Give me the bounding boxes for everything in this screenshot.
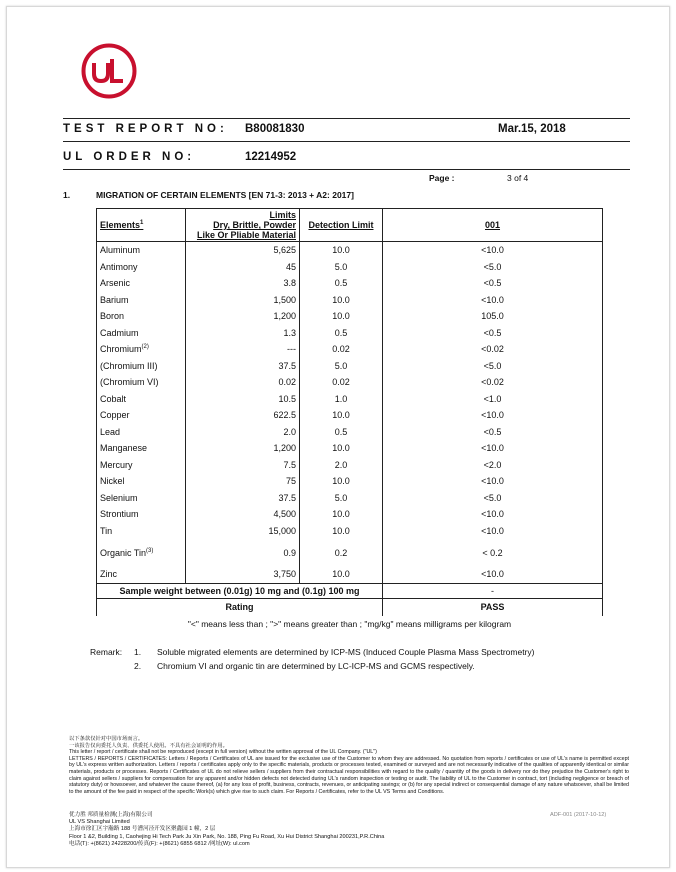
col-detection-limit: Detection Limit xyxy=(300,209,383,242)
element-name: (Chromium VI) xyxy=(97,374,186,391)
element-result-001: <1.0 xyxy=(383,391,603,408)
element-limit: 10.5 xyxy=(186,391,300,408)
element-detection-limit: 0.02 xyxy=(300,341,383,358)
remark-label: Remark: xyxy=(90,647,123,657)
element-limit: 3,750 xyxy=(186,566,300,583)
element-detection-limit: 10.0 xyxy=(300,473,383,490)
element-detection-limit: 0.2 xyxy=(300,539,383,566)
element-name: Chromium$^{(2)}$ xyxy=(97,341,186,358)
element-limit: 37.5 xyxy=(186,358,300,375)
table-row xyxy=(97,242,603,259)
element-name: Organic Tin$^{(3)}$ xyxy=(97,539,186,566)
footer-reproduction-notice: This letter / report / certificate shall not be reproduced (except in full version) without the written approval of the UL Company. ("UL") xyxy=(69,749,377,756)
mid-rule xyxy=(63,141,630,142)
element-detection-limit: 10.0 xyxy=(300,506,383,523)
element-result-001: <0.5 xyxy=(383,275,603,292)
ul-order-label: UL ORDER NO: xyxy=(63,151,196,163)
rating-label: Rating xyxy=(97,598,383,616)
element-result-001: <0.5 xyxy=(383,424,603,441)
element-name: (Chromium III) xyxy=(97,358,186,375)
sample-weight-row xyxy=(97,583,603,598)
element-result-001: <0.02 xyxy=(383,374,603,391)
footer-cn-line-2: 一该报告仅向委托人负责、供委托人使用。不具有社会证明的作用。 xyxy=(69,742,228,749)
element-limit: 7.5 xyxy=(186,457,300,474)
element-result-001: <10.0 xyxy=(383,292,603,309)
sample-weight-value: - xyxy=(383,583,603,598)
bottom-rule xyxy=(63,169,630,170)
report-page xyxy=(6,6,670,868)
col-sample-001: 001 xyxy=(383,209,603,242)
element-result-001: <2.0 xyxy=(383,457,603,474)
element-detection-limit: 10.0 xyxy=(300,242,383,259)
element-limit: 0.02 xyxy=(186,374,300,391)
table-row xyxy=(97,539,603,566)
table-row xyxy=(97,358,603,375)
element-limit: 0.9 xyxy=(186,539,300,566)
element-limit: 622.5 xyxy=(186,407,300,424)
element-name: Cobalt xyxy=(97,391,186,408)
table-row xyxy=(97,490,603,507)
element-limit: 37.5 xyxy=(186,490,300,507)
remark-1-text: Soluble migrated elements are determined by ICP-MS (Induced Couple Plasma Mass Spectrometry) xyxy=(157,647,535,657)
table-row xyxy=(97,391,603,408)
element-limit: 1,200 xyxy=(186,308,300,325)
element-name: Strontium xyxy=(97,506,186,523)
footer-disclaimer xyxy=(69,736,629,795)
element-result-001: < 0.2 xyxy=(383,539,603,566)
table-row xyxy=(97,407,603,424)
test-report-number: B80081830 xyxy=(245,123,305,135)
element-limit: 45 xyxy=(186,259,300,276)
element-name: Aluminum xyxy=(97,242,186,259)
table-row xyxy=(97,292,603,309)
element-detection-limit: 10.0 xyxy=(300,407,383,424)
element-detection-limit: 1.0 xyxy=(300,391,383,408)
element-name: Copper xyxy=(97,407,186,424)
element-result-001: <10.0 xyxy=(383,407,603,424)
ul-order-number: 12214952 xyxy=(245,151,297,163)
section-title: MIGRATION OF CERTAIN ELEMENTS [EN 71-3: 2013 + A2: 2017] xyxy=(96,190,354,200)
element-name: Barium xyxy=(97,292,186,309)
element-result-001: <10.0 xyxy=(383,473,603,490)
element-limit: 1,200 xyxy=(186,440,300,457)
element-detection-limit: 0.02 xyxy=(300,374,383,391)
section-number: 1. xyxy=(63,190,71,200)
rating-value: PASS xyxy=(383,598,603,616)
element-limit: 75 xyxy=(186,473,300,490)
table-row xyxy=(97,424,603,441)
element-limit: 1.3 xyxy=(186,325,300,342)
element-detection-limit: 5.0 xyxy=(300,259,383,276)
top-rule xyxy=(63,118,630,119)
address-en: Floor 1 &2, Building 1, Caohejing Hi Tech Park Ju Xin Park, No. 188, Ping Fu Road, Xu Hui District Shanghai 200231,P.R.China xyxy=(69,833,385,840)
element-name: Cadmium xyxy=(97,325,186,342)
report-date: Mar.15, 2018 xyxy=(498,123,566,135)
test-report-label: TEST REPORT NO: xyxy=(63,123,228,135)
element-name: Boron xyxy=(97,308,186,325)
element-name: Selenium xyxy=(97,490,186,507)
table-row xyxy=(97,457,603,474)
table-row xyxy=(97,325,603,342)
table-row xyxy=(97,341,603,358)
element-name: Arsenic xyxy=(97,275,186,292)
element-detection-limit: 10.0 xyxy=(300,292,383,309)
table-row xyxy=(97,374,603,391)
col-elements: Elements$^1$ xyxy=(97,209,186,242)
element-limit: 5,625 xyxy=(186,242,300,259)
migration-results-table xyxy=(96,208,603,632)
element-detection-limit: 5.0 xyxy=(300,358,383,375)
element-result-001: <0.5 xyxy=(383,325,603,342)
page-label: Page : xyxy=(429,173,455,183)
element-result-001: <10.0 xyxy=(383,242,603,259)
rating-row xyxy=(97,598,603,616)
element-name: Zinc xyxy=(97,566,186,583)
element-detection-limit: 0.5 xyxy=(300,275,383,292)
element-detection-limit: 10.0 xyxy=(300,566,383,583)
element-name: Mercury xyxy=(97,457,186,474)
element-result-001: <10.0 xyxy=(383,523,603,540)
element-name: Lead xyxy=(97,424,186,441)
document-code: ADF-001 (2017-10-12) xyxy=(550,812,607,818)
element-detection-limit: 10.0 xyxy=(300,440,383,457)
element-result-001: <5.0 xyxy=(383,259,603,276)
element-name: Antimony xyxy=(97,259,186,276)
footer-cn-line-1: 以下条款仅针对中国市场而言。 xyxy=(69,736,144,742)
address-cn: 上海市徐汇区宇瀚路 188 号漕河泾开发区聚鑫园 1 幢，2 层 xyxy=(69,826,216,833)
element-detection-limit: 10.0 xyxy=(300,308,383,325)
table-row xyxy=(97,308,603,325)
element-name: Nickel xyxy=(97,473,186,490)
col-limits: Limits Dry, Brittle, Powder Like Or Pliable Material xyxy=(186,209,300,242)
table-row xyxy=(97,473,603,490)
element-limit: 4,500 xyxy=(186,506,300,523)
table-row xyxy=(97,440,603,457)
table-row xyxy=(97,259,603,276)
element-detection-limit: 0.5 xyxy=(300,424,383,441)
element-limit: 1,500 xyxy=(186,292,300,309)
table-row xyxy=(97,566,603,583)
footer-address xyxy=(69,812,384,848)
element-result-001: <10.0 xyxy=(383,440,603,457)
remark-1-number: 1. xyxy=(134,647,142,657)
footer-terms-paragraph: LETTERS / REPORTS / CERTIFICATES: Letters / Reports / Certificates of UL are issued for the exclusive use of the Customer to whom they are addressed. No quotation from reports / certificates or use of UL's name is permitted except by UL's express written authorization. Letters / reports / certificates apply only to the specific materials, products or processes tested, examined or surveyed and are not necessarily indicative of the qualities of apparently identical or similar materials, products or processes. Reports / Certificates of UL do not relieve sellers / suppliers from their contractual responsibilities with regard to the quality / quantity of the goods in delivery nor do they prejudice the Customer's right to claim against sellers / suppliers for compensation for any apparent and/or hidden defects not detected during UL's random inspection or testing or audit. The liability of UL to the Customer in contract, tort (including negligence or breach of statutory duty) or howsoever, and whatever the cause thereof, (a) for any loss of profit, business, contracts, revenues, or anticipating savings; or (b) for any special indirect or consequential damage of any nature whatsoever, shall be limited to the amount of the fee paid in respect of the specific Work(s) which give rise to such claim. For Reports / Certificates, refer to the UL VS Terms and Conditions. xyxy=(69,755,629,795)
element-result-001: <10.0 xyxy=(383,566,603,583)
element-limit: 15,000 xyxy=(186,523,300,540)
element-detection-limit: 5.0 xyxy=(300,490,383,507)
page-number: 3 of 4 xyxy=(507,173,529,183)
element-limit: 3.8 xyxy=(186,275,300,292)
remark-2-number: 2. xyxy=(134,661,142,671)
legend-text: "<" means less than ; ">" means greater than ; "mg/kg" means milligrams per kilogram xyxy=(187,618,512,629)
element-detection-limit: 0.5 xyxy=(300,325,383,342)
table-row xyxy=(97,523,603,540)
element-result-001: <5.0 xyxy=(383,490,603,507)
element-detection-limit: 2.0 xyxy=(300,457,383,474)
element-limit: 2.0 xyxy=(186,424,300,441)
ul-logo xyxy=(81,43,137,99)
element-result-001: 105.0 xyxy=(383,308,603,325)
element-result-001: <0.02 xyxy=(383,341,603,358)
element-result-001: <5.0 xyxy=(383,358,603,375)
table-row xyxy=(97,506,603,523)
table-row xyxy=(97,275,603,292)
table-header-row xyxy=(97,209,603,242)
legend-row xyxy=(97,616,603,632)
remark-2-text: Chromium VI and organic tin are determined by LC-ICP-MS and GCMS respectively. xyxy=(157,661,475,671)
company-name-cn: 优力胜 邦质量检测(上海)有限公司 xyxy=(69,812,153,818)
company-name-en: UL VS Shanghai Limited xyxy=(69,819,130,826)
element-name: Manganese xyxy=(97,440,186,457)
sample-weight-label: Sample weight between (0.01g) 10 mg and (0.1g) 100 mg xyxy=(97,583,383,598)
contact-line: 电话(T): +(8621) 24228200/传真(F): +(8621) 6855 6812 /网址(W): ul.com xyxy=(69,840,250,847)
element-result-001: <10.0 xyxy=(383,506,603,523)
element-name: Tin xyxy=(97,523,186,540)
element-limit: --- xyxy=(186,341,300,358)
element-detection-limit: 10.0 xyxy=(300,523,383,540)
